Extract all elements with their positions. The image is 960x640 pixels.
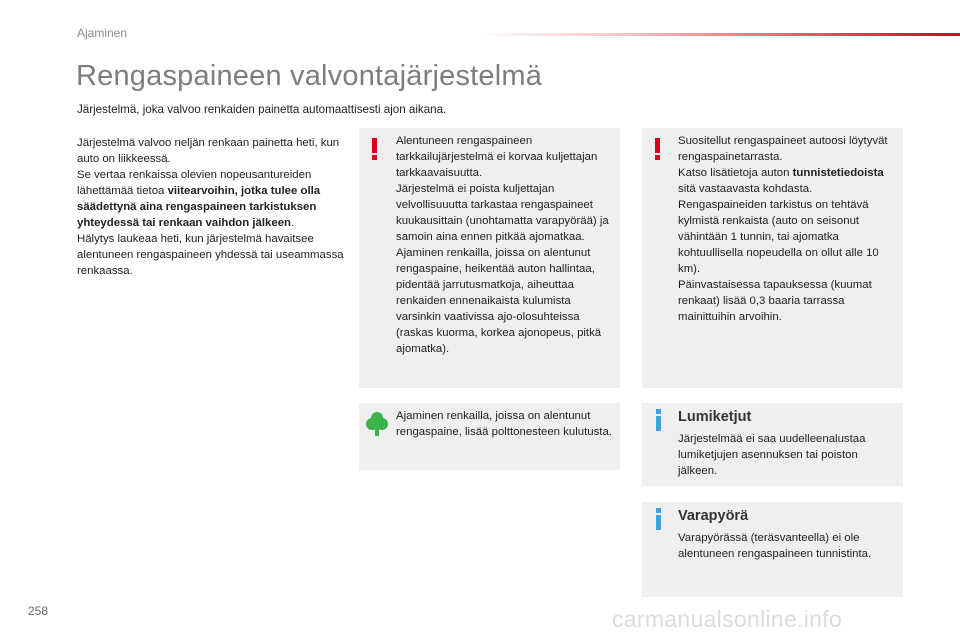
spare-wheel-text: Varapyörässä (teräsvanteella) ei ole alentuneen rengaspaineen tunnistinta. xyxy=(678,532,872,560)
spare-wheel-heading: Varapyörä xyxy=(678,508,749,524)
warning-icon xyxy=(655,138,661,160)
left-column-text xyxy=(77,135,347,279)
info-icon xyxy=(656,508,662,530)
left-paragraph-2-end: . xyxy=(291,217,295,229)
warning-2-paragraph-1: Suositellut rengaspaineet autoosi löytyvät rengaspainetarrasta. xyxy=(678,135,888,163)
page-number: 258 xyxy=(28,604,49,618)
page-title: Rengaspaineen valvontajärjestelmä xyxy=(76,60,543,92)
watermark: carmanualsonline.info xyxy=(612,606,843,632)
left-paragraph-2-bold: viitearvoihin, jotka tulee olla säädettynä aina rengaspaineen tarkistuksen yhteydessä tai renkaan vaihdon jälkeen xyxy=(77,185,321,229)
warning-1-paragraph-1: Alentuneen rengaspaineen tarkkailujärjestelmä ei korvaa kuljettajan tarkkaavaisuutta. xyxy=(396,135,598,179)
info-icon xyxy=(656,409,662,431)
header-rule xyxy=(480,33,960,36)
eco-box-text: Ajaminen renkailla, joissa on alentunut rengaspaine, lisää polttonesteen kulutusta. xyxy=(396,410,612,438)
warning-2-paragraph-3: Rengaspaineiden tarkistus on tehtävä kylmistä renkaista (auto on seisonut vähintään 1 tunnin, tai ajomatka kohtuullisella nopeudella on ollut alle 10 km). xyxy=(678,199,879,275)
left-paragraph-1: Järjestelmä valvoo neljän renkaan painetta heti, kun auto on liikkeessä. xyxy=(77,137,340,165)
warning-1-paragraph-2: Järjestelmä ei poista kuljettajan velvollisuuutta tarkastaa rengaspaineet kuukausittain (unohtamatta varapyörää) ja samoin aina ennen pitkää ajomatkaa. xyxy=(396,183,609,243)
warning-2-paragraph-2-text: Katso lisätietoja auton xyxy=(678,167,793,179)
warning-2-paragraph-2-bold: tunnistetiedoista xyxy=(792,167,884,179)
warning-2-paragraph-2 xyxy=(678,165,900,197)
warning-2-paragraph-2-end: sitä vastaavasta kohdasta. xyxy=(678,183,813,195)
warning-icon xyxy=(372,138,378,160)
left-paragraph-3: Hälytys laukeaa heti, kun järjestelmä havaitsee alentuneen rengaspaineen yhdessä tai useammassa renkaassa. xyxy=(77,233,344,277)
snow-chains-heading: Lumiketjut xyxy=(678,409,752,425)
section-label: Ajaminen xyxy=(77,26,128,40)
warning-box-2-text xyxy=(678,133,900,325)
left-paragraph-2 xyxy=(77,167,347,231)
warning-1-paragraph-3: Ajaminen renkailla, joissa on alentunut rengaspaine, heikentää auton hallintaa, pidentää jarrutusmatkoja, aiheuttaa renkaiden ennenaikaista kulumista varsinkin vaativissa ajo-olosuhteissa (raskas kuorma, korkea ajonopeus, pitkä ajomatka). xyxy=(396,247,602,355)
left-paragraph-2-text: Se vertaa renkaissa olevien nopeusantureiden lähettämää tietoa xyxy=(77,169,312,197)
warning-box-1-text xyxy=(396,133,618,357)
warning-2-paragraph-4: Päinvastaisessa tapauksessa (kuumat renkaat) lisää 0,3 baaria tarrassa mainittuihin arvoihin. xyxy=(678,279,872,323)
eco-tree-icon xyxy=(366,411,388,437)
snow-chains-text: Järjestelmää ei saa uudelleenalustaa lumiketjujen asennuksen tai poiston jälkeen. xyxy=(678,433,866,477)
intro-text: Järjestelmä, joka valvoo renkaiden painetta automaattisesti ajon aikana. xyxy=(77,103,447,116)
